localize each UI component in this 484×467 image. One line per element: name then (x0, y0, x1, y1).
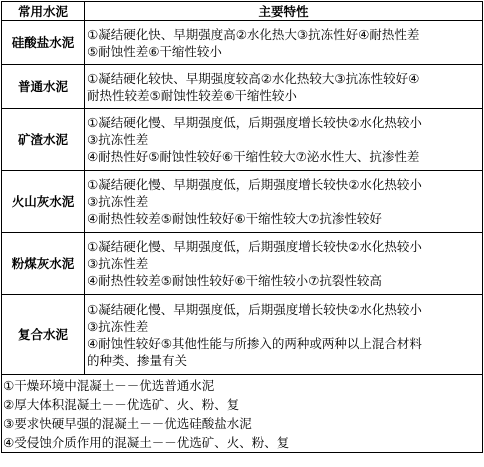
table-row-portland (2, 21, 483, 65)
feature-line: ①凝结硬化慢、早期强度低，后期强度增长较快②水化热较小 (87, 239, 422, 254)
cement-name: 普通水泥 (2, 65, 85, 109)
note-line: ②厚大体积混凝土－－优选矿、火、粉、复 (3, 397, 240, 412)
feature-line: ①凝结硬化较快、早期强度较高②水化热较大③抗冻性较好④ (87, 70, 420, 86)
feature-line: ①凝结硬化慢、早期强度低，后期强度增长较快②水化热较小 (87, 177, 422, 192)
cement-name: 硅酸盐水泥 (2, 21, 85, 65)
cement-name: 矿渣水泥 (2, 109, 85, 171)
feature-line: ④耐热性较差⑤耐蚀性较好⑥干缩性较小⑦抗裂性较高 (87, 273, 382, 288)
note-line: ④受侵蚀介质作用的混凝土－－优选矿、火、粉、复 (3, 435, 290, 450)
feature-line: 的种类、掺量有关 (87, 352, 188, 368)
feature-line: ①凝结硬化快、早期强度高②水化热大③抗冻性好④耐热性差 (87, 26, 420, 42)
feature-line: ③抗冻性差 (87, 256, 149, 271)
feature-line: 耐热性较差⑤耐蚀性较差⑥干缩性较小 (87, 87, 297, 103)
cement-name: 粉煤灰水泥 (2, 233, 85, 295)
table-row-slag (2, 109, 483, 171)
header-cement-type: 常用水泥 (2, 2, 85, 21)
feature-line: ③抗冻性差 (87, 194, 149, 209)
cement-features (85, 171, 483, 233)
feature-line: ④耐蚀性较好⑤其他性能与所掺入的两种或两种以上混合材料 (87, 335, 422, 351)
table-row-fly-ash (2, 233, 483, 295)
selection-notes (1, 375, 483, 453)
cement-name: 复合水泥 (2, 295, 85, 375)
table-header-row (2, 2, 483, 21)
table-row-ordinary (2, 65, 483, 109)
table-row-pozzolana (2, 171, 483, 233)
feature-line: ⑤耐蚀性差⑥干缩性较小 (87, 43, 222, 59)
cement-properties-table (1, 1, 483, 375)
cement-features (85, 295, 483, 375)
cement-properties-document (1, 1, 482, 465)
cement-features (85, 21, 483, 65)
feature-line: ③抗冻性差 (87, 132, 149, 147)
cement-name: 火山灰水泥 (2, 171, 85, 233)
cement-features (85, 233, 483, 295)
cement-features (85, 65, 483, 109)
note-line: ③要求快硬早强的混凝土－－优选硅酸盐水泥 (3, 416, 252, 431)
feature-line: ①凝结硬化慢、早期强度低，后期强度增长较快②水化热较小 (87, 301, 422, 317)
feature-line: ④耐热性好⑤耐蚀性较好⑥干缩性较大⑦泌水性大、抗渗性差 (87, 149, 420, 164)
feature-line: ①凝结硬化慢、早期强度低，后期强度增长较快②水化热较小 (87, 115, 422, 130)
feature-line: ④耐热性较差⑤耐蚀性较好⑥干缩性较大⑦抗渗性较好 (87, 211, 382, 226)
feature-line: ③抗冻性差 (87, 318, 149, 334)
table-row-composite (2, 295, 483, 375)
note-line: ①干燥环境中混凝土－－优选普通水泥 (3, 378, 215, 393)
header-main-features: 主要特性 (85, 2, 483, 21)
cement-features (85, 109, 483, 171)
